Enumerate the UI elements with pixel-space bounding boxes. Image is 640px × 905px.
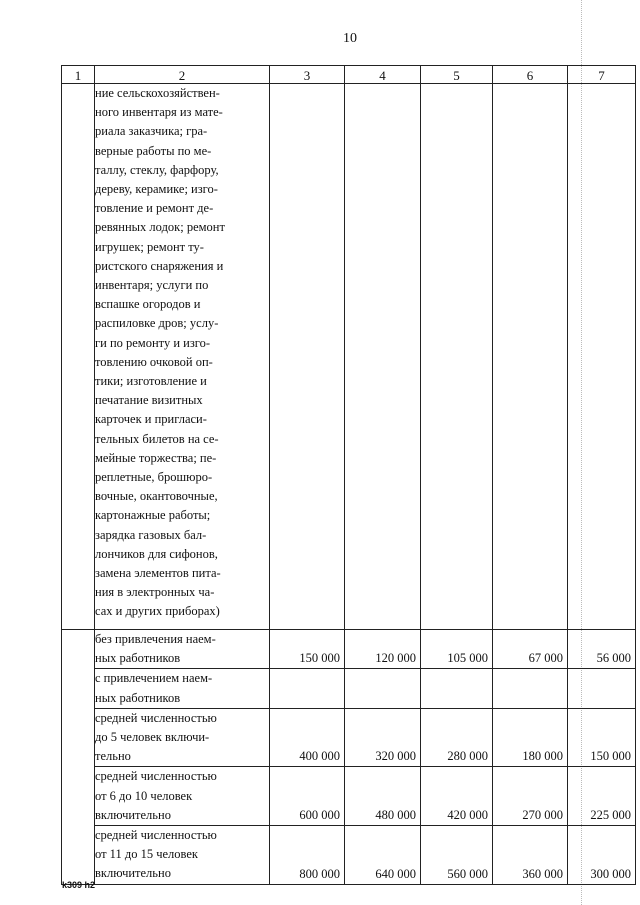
table-row [62, 767, 636, 826]
value-cell: 360 000 [493, 826, 568, 885]
row-label: без привлечения наем- ных работников [95, 630, 270, 669]
table-row [62, 84, 636, 630]
value-cell [493, 84, 568, 630]
table-row [62, 826, 636, 885]
table-row [62, 708, 636, 767]
page-number: 10 [343, 31, 357, 46]
column-header: 4 [345, 66, 421, 84]
row-label: средней численностью от 6 до 10 человек включительно [95, 767, 270, 826]
row-label: средней численностью от 11 до 15 человек включительно [95, 826, 270, 885]
row-label: средней численностью до 5 человек включи- тельно [95, 708, 270, 767]
value-cell: 480 000 [345, 767, 421, 826]
row-number-cell [62, 84, 95, 630]
value-cell [270, 84, 345, 630]
column-header: 5 [421, 66, 493, 84]
value-cell: 300 000 [568, 826, 636, 885]
value-cell: 67 000 [493, 630, 568, 669]
column-header: 7 [568, 66, 636, 84]
value-cell [493, 669, 568, 708]
row-label: с привлечением наем- ных работников [95, 669, 270, 708]
value-cell: 56 000 [568, 630, 636, 669]
value-cell [421, 84, 493, 630]
value-cell: 225 000 [568, 767, 636, 826]
table-row [62, 669, 636, 708]
value-cell: 400 000 [270, 708, 345, 767]
tariff-table [61, 65, 636, 885]
column-header: 6 [493, 66, 568, 84]
value-cell: 600 000 [270, 767, 345, 826]
value-cell: 640 000 [345, 826, 421, 885]
value-cell [568, 669, 636, 708]
value-cell: 800 000 [270, 826, 345, 885]
value-cell: 150 000 [568, 708, 636, 767]
document-code: k309 h2 [62, 880, 96, 890]
value-cell: 270 000 [493, 767, 568, 826]
value-cell: 560 000 [421, 826, 493, 885]
row-number-cell [62, 630, 95, 885]
column-header: 3 [270, 66, 345, 84]
value-cell: 180 000 [493, 708, 568, 767]
value-cell [345, 84, 421, 630]
value-cell [421, 669, 493, 708]
value-cell [270, 669, 345, 708]
value-cell: 280 000 [421, 708, 493, 767]
value-cell [345, 669, 421, 708]
value-cell: 420 000 [421, 767, 493, 826]
value-cell: 320 000 [345, 708, 421, 767]
value-cell: 150 000 [270, 630, 345, 669]
value-cell: 105 000 [421, 630, 493, 669]
column-header: 2 [95, 66, 270, 84]
column-number-row [62, 66, 636, 84]
value-cell [568, 84, 636, 630]
table-row [62, 630, 636, 669]
value-cell: 120 000 [345, 630, 421, 669]
column-header: 1 [62, 66, 95, 84]
service-description: ние сельскохозяйствен- ного инвентаря из мате- риала заказчика; гра- верные работы по ме- таллу, стеклу, фарфору, дереву, керамике; изго- товление и ремонт де- ревянных лодок; ремонт игрушек; ремонт ту- ристского снаряжения и инвентаря; услуги по вспашке огородов и распиловке дров; услу- ги по ремонту и изго- товлению очковой оп- тики; изготовление и печатание визитных карточек и пригласи- тельных билетов на се- мейные торжества; пе- реплетные, брошюро- вочные, окантовочные, картонажные работы; зарядка газовых бал- лончиков для сифонов, замена элементов пита- ния в электронных ча- сах и других приборах) [95, 84, 270, 630]
